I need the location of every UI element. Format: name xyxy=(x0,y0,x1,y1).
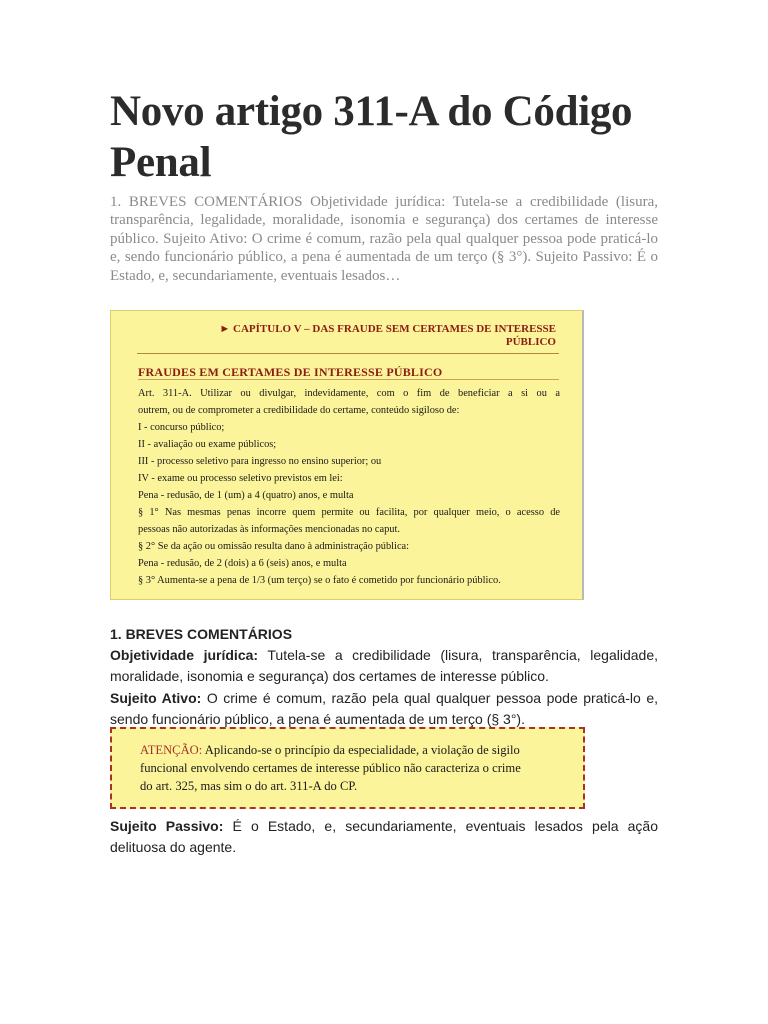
article-line: § 2° Se da ação ou omissão resulta dano à administração pública: xyxy=(138,541,410,552)
article-text xyxy=(138,385,560,589)
sujeito-passivo-paragraph xyxy=(110,816,658,858)
article-line: III - processo seletivo para ingresso no ensino superior; ou xyxy=(138,456,382,467)
article-line: Pena - redusão, de 2 (dois) a 6 (seis) anos, e multa xyxy=(138,558,347,569)
atencao-line2: funcional envolvendo certames de interesse público não caracteriza o crime xyxy=(140,761,521,775)
article-line: IV - exame ou processo seletivo previstos em lei: xyxy=(138,473,343,484)
atencao-line1-text: Aplicando-se o princípio da especialidade, a violação de sigilo xyxy=(202,743,520,757)
article-line: II - avaliação ou exame públicos; xyxy=(138,439,277,450)
article-line: § 3° Aumenta-se a pena de 1/3 (um terço) se o fato é cometido por funcionário público. xyxy=(138,575,501,586)
section-heading: 1. BREVES COMENTÁRIOS xyxy=(110,626,293,642)
sujeito-ativo-paragraph xyxy=(110,688,658,730)
atencao-line3: do art. 325, mas sim o do art. 311-A do CP. xyxy=(140,779,358,793)
chapter-title-line2: PÚBLICO xyxy=(505,336,556,348)
page-title: Novo artigo 311-A do Código Penal xyxy=(110,88,633,186)
article-summary: 1. BREVES COMENTÁRIOS Objetividade jurídica: Tutela-se a credibilidade (lisura, transparência, legalidade, moralidade, isonomia e segurança) dos certames de interesse público. Sujeito Ativo: O crime é comum, razão pela qual qualquer pessoa pode praticá-lo e, sendo funcionário público, a pena é aumentada de um terço (§ 3°). Sujeito Passivo: É o Estado, e, secundariamente, eventuais lesados… xyxy=(110,194,658,284)
article-line: I - concurso público; xyxy=(138,422,225,433)
article-line: Art. 311-A. Utilizar ou divulgar, indevidamente, com o fim de beneficiar a si ou a xyxy=(138,388,560,399)
section-title: FRAUDES EM CERTAMES DE INTERESSE PÚBLICO xyxy=(138,365,443,379)
sujeito-ativo-label: Sujeito Ativo: xyxy=(110,690,202,706)
article-line: Pena - redusão, de 1 (um) a 4 (quatro) anos, e multa xyxy=(138,490,354,501)
chapter-title xyxy=(136,323,556,349)
sujeito-passivo-text: É o Estado, e, secundariamente, eventuais lesados pela ação delituosa do agente. xyxy=(110,818,658,856)
article-line: outrem, ou de comprometer a credibilidade do certame, conteúdo sigiloso de: xyxy=(138,405,460,416)
objetividade-text: Tutela-se a credibilidade (lisura, transparência, legalidade, moralidade, isonomia e segurança) dos certames de interesse público. xyxy=(110,647,658,685)
section-divider xyxy=(138,379,559,380)
article-line: § 1° Nas mesmas penas incorre quem permite ou facilita, por qualquer meio, o acesso de xyxy=(138,507,560,518)
article-line: pessoas não autorizadas às informações mencionadas no caput. xyxy=(138,524,400,535)
chapter-title-line1: ► CAPÍTULO V – DAS FRAUDE SEM CERTAMES DE INTERESSE xyxy=(219,323,556,335)
sujeito-passivo-label: Sujeito Passivo: xyxy=(110,818,224,834)
chapter-divider xyxy=(137,353,559,354)
objetividade-label: Objetividade jurídica: xyxy=(110,647,259,663)
objetividade-paragraph xyxy=(110,645,658,687)
chapter-excerpt-image xyxy=(110,310,584,600)
atencao-line1 xyxy=(140,741,563,759)
atencao-note xyxy=(110,727,585,809)
sujeito-ativo-text: O crime é comum, razão pela qual qualquer pessoa pode praticá-lo e, sendo funcionário público, a pena é aumentada de um terço (§ 3°). xyxy=(110,690,658,728)
atencao-label: ATENÇÃO: xyxy=(140,743,203,757)
